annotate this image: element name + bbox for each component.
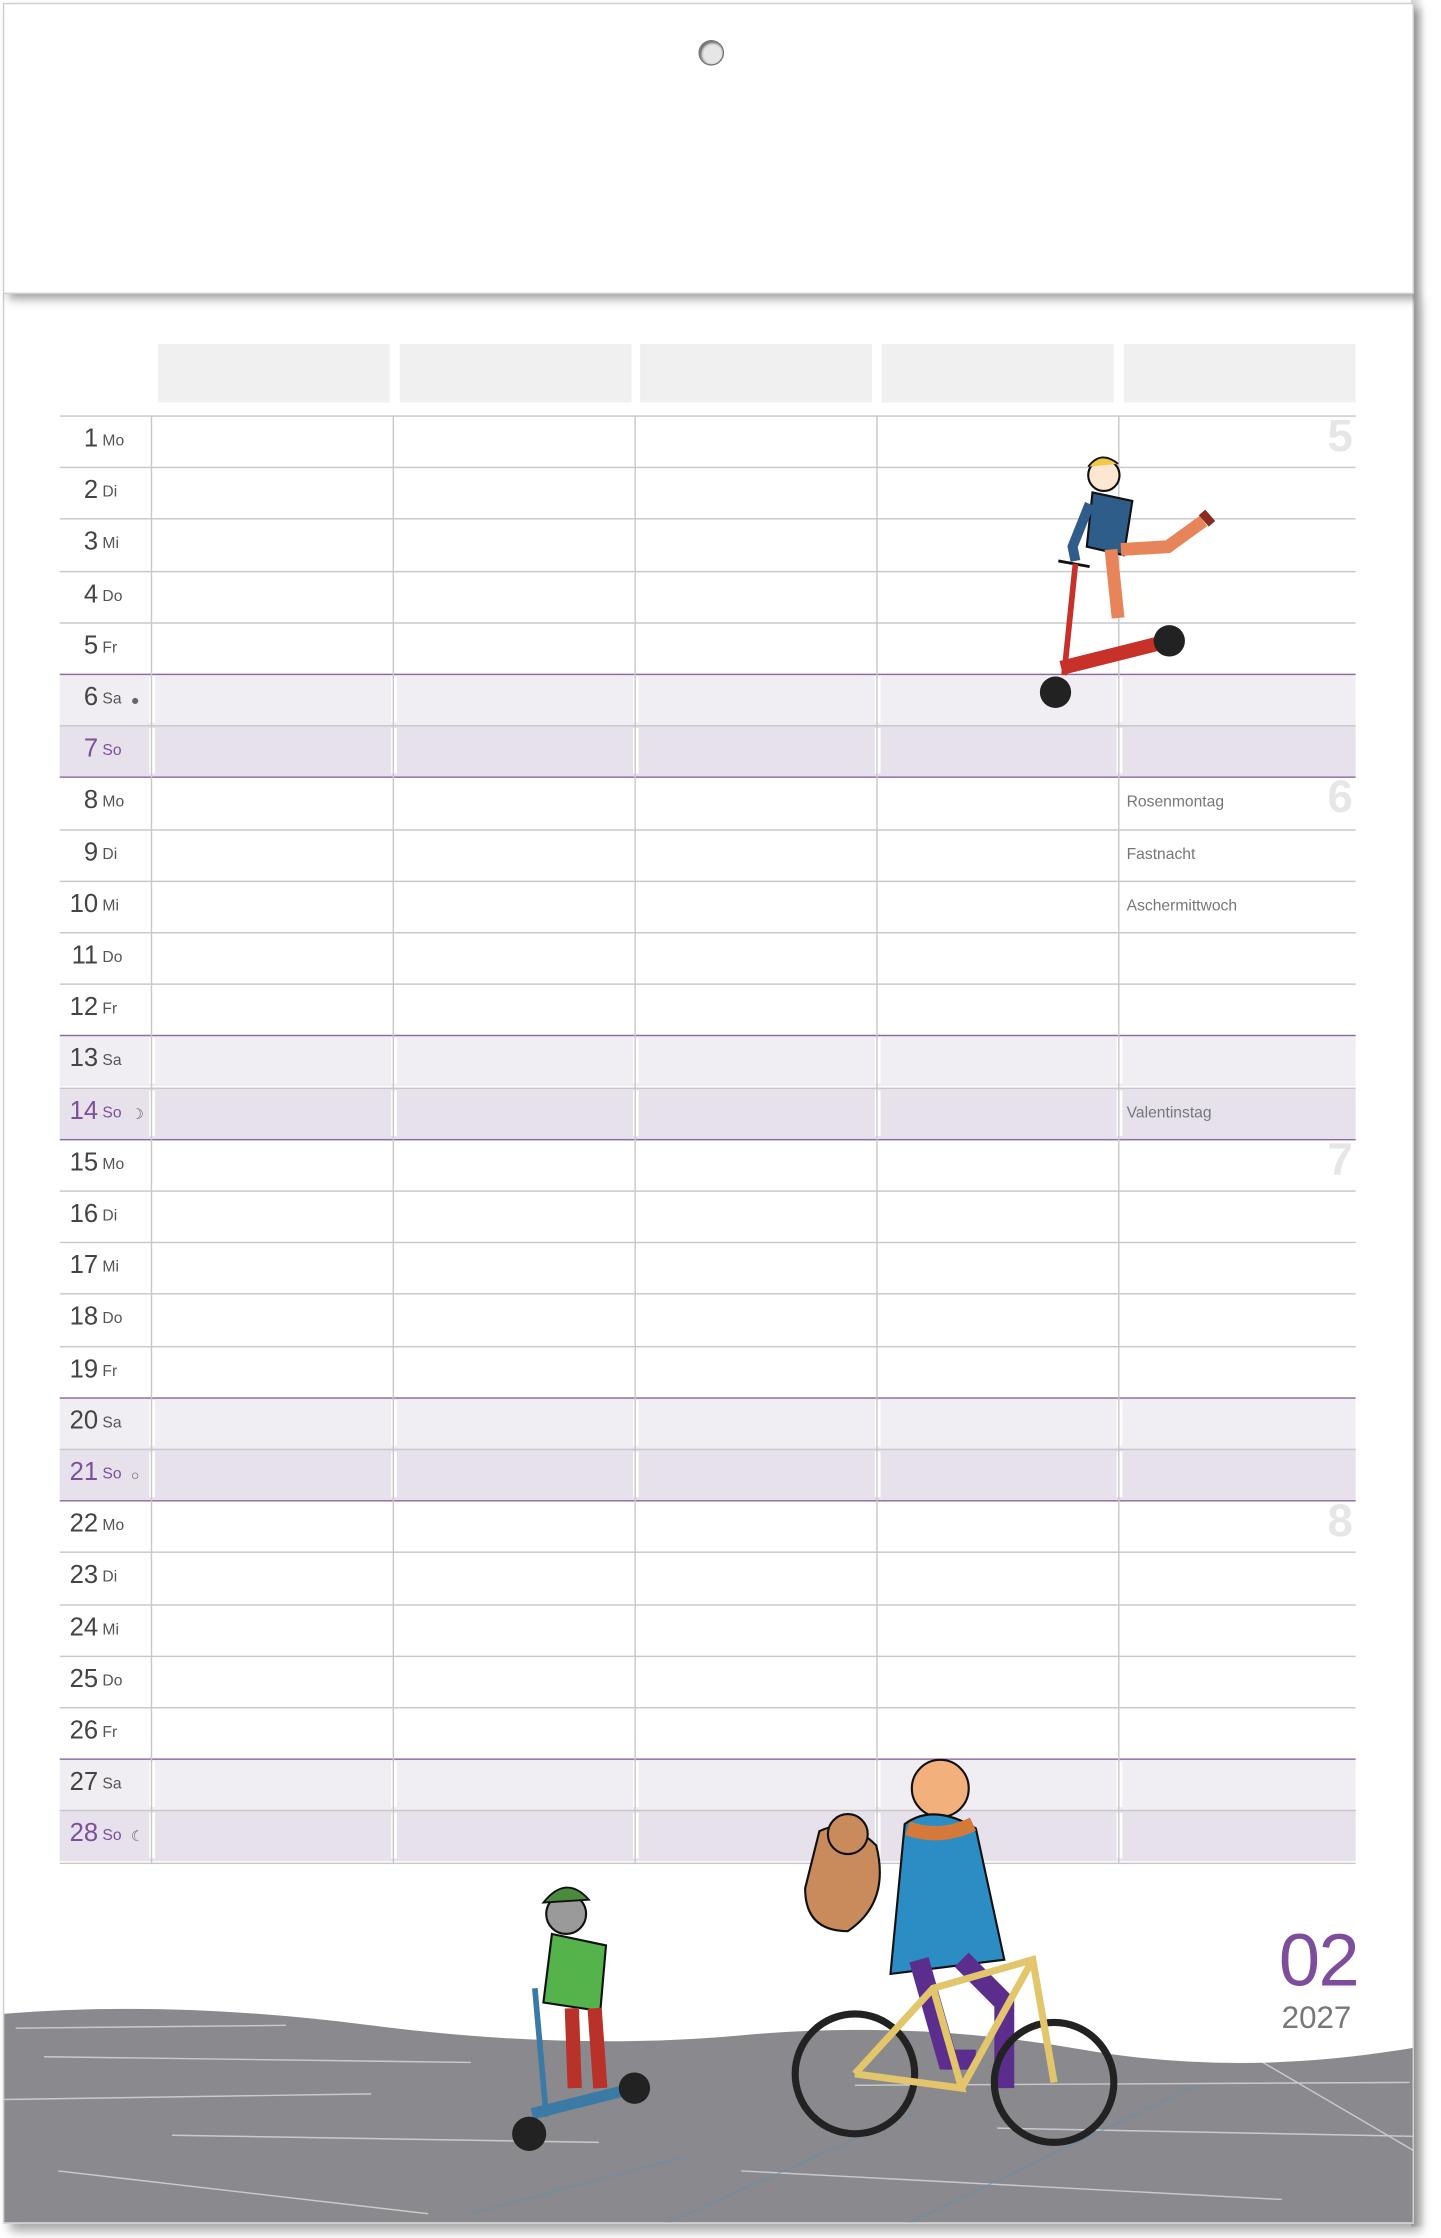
row-divider	[60, 1190, 1356, 1191]
day-row	[60, 1397, 1356, 1448]
row-divider	[60, 1087, 1356, 1088]
day-row	[60, 1242, 1356, 1293]
day-number: 21	[69, 1457, 99, 1486]
day-row	[60, 1552, 1356, 1603]
day-number: 1	[83, 423, 99, 453]
day-name: Do	[102, 587, 123, 605]
day-row	[60, 1035, 1356, 1086]
man-on-bicycle-with-dog-illustration	[791, 1746, 1132, 2174]
row-divider	[60, 1449, 1356, 1450]
week-number: 8	[1327, 1494, 1353, 1547]
day-row	[60, 880, 1356, 931]
day-name: Di	[102, 1569, 118, 1587]
day-number: 5	[83, 630, 99, 660]
holiday-note: Fastnacht	[1126, 845, 1196, 863]
day-name: Mo	[102, 432, 125, 450]
day-name: So	[102, 1465, 122, 1483]
day-name: Sa	[102, 1052, 122, 1070]
day-number: 27	[69, 1767, 99, 1796]
day-row	[60, 1707, 1356, 1758]
day-name: Mi	[102, 1259, 119, 1277]
column-header-2[interactable]	[400, 344, 632, 403]
day-row	[60, 1132, 1356, 1190]
day-name: Sa	[102, 1775, 122, 1793]
moon-phase-icon: ☾	[130, 1830, 144, 1847]
day-name: Mi	[102, 897, 119, 915]
day-number: 14	[69, 1095, 99, 1125]
calendar-sheet	[3, 291, 1414, 2224]
row-divider	[60, 725, 1356, 726]
row-divider	[60, 1294, 1356, 1295]
day-name: So	[102, 1104, 122, 1122]
column-header-1[interactable]	[158, 344, 390, 403]
day-name: Sa	[102, 1414, 122, 1432]
day-row	[60, 725, 1356, 776]
day-row	[60, 771, 1356, 828]
day-name: Fr	[102, 1000, 118, 1018]
day-name: Do	[102, 1310, 123, 1328]
calendar-top-flap	[3, 3, 1414, 294]
day-number: 22	[69, 1508, 99, 1538]
day-row	[60, 932, 1356, 983]
day-name: Di	[102, 484, 118, 502]
day-name: Mo	[102, 794, 125, 812]
column-divider	[876, 415, 877, 1862]
column-header-4[interactable]	[882, 344, 1114, 403]
day-name: Fr	[102, 1724, 118, 1742]
day-name: Sa	[102, 690, 122, 708]
row-divider	[60, 1397, 1356, 1398]
day-number: 25	[69, 1663, 99, 1693]
day-number: 13	[69, 1043, 99, 1073]
day-number: 24	[69, 1612, 99, 1641]
row-divider	[60, 1604, 1356, 1605]
row-divider	[60, 829, 1356, 830]
day-number: 18	[69, 1302, 99, 1331]
hanging-hole	[698, 40, 724, 66]
moon-phase-icon: ☽	[130, 1107, 144, 1123]
week-number: 6	[1327, 771, 1353, 823]
day-row	[60, 984, 1356, 1035]
day-row	[60, 1604, 1356, 1655]
day-row	[60, 1759, 1356, 1810]
day-number: 28	[69, 1818, 99, 1848]
row-divider	[60, 1242, 1356, 1243]
moon-phase-icon: ○	[130, 1468, 140, 1485]
day-row	[60, 1655, 1356, 1706]
day-number: 19	[69, 1353, 99, 1383]
day-number: 23	[69, 1560, 99, 1590]
row-divider	[60, 1552, 1356, 1553]
row-divider	[60, 415, 1356, 416]
day-number: 4	[83, 578, 99, 608]
week-number: 7	[1327, 1132, 1353, 1185]
day-name: Fr	[102, 1362, 118, 1380]
day-number: 16	[69, 1198, 99, 1228]
day-name: Fr	[102, 639, 118, 657]
month-number: 02	[1278, 1919, 1359, 2003]
grid-bottom-line	[60, 1862, 1356, 1863]
row-divider	[60, 1500, 1356, 1501]
day-number: 9	[83, 837, 99, 866]
day-row	[60, 1087, 1356, 1138]
day-number: 2	[83, 475, 99, 505]
row-divider	[60, 880, 1356, 881]
holiday-note: Aschermittwoch	[1126, 897, 1238, 915]
day-name: Di	[102, 1207, 118, 1225]
day-number: 10	[69, 888, 99, 918]
day-number: 3	[83, 527, 99, 556]
row-divider	[60, 932, 1356, 933]
day-name: So	[102, 742, 122, 760]
kid-on-red-scooter-illustration	[1033, 447, 1218, 718]
column-divider	[151, 415, 152, 1862]
day-row	[60, 1449, 1356, 1500]
day-number: 26	[69, 1715, 99, 1745]
row-divider	[60, 1139, 1356, 1140]
moon-phase-icon: ●	[130, 693, 140, 710]
kid-on-blue-scooter-illustration	[492, 1874, 663, 2159]
row-divider	[60, 1655, 1356, 1656]
column-divider	[393, 415, 394, 1862]
day-number: 7	[83, 733, 99, 763]
row-divider	[60, 1707, 1356, 1708]
day-row	[60, 1294, 1356, 1345]
holiday-note: Valentinstag	[1126, 1104, 1212, 1122]
day-name: Di	[102, 845, 118, 863]
row-divider	[60, 1759, 1356, 1760]
day-number: 17	[69, 1250, 99, 1280]
row-divider	[60, 1810, 1356, 1811]
day-row	[60, 1810, 1356, 1861]
row-divider	[60, 1035, 1356, 1036]
day-name: Mi	[102, 1620, 119, 1638]
day-name: Mo	[102, 1155, 125, 1173]
day-name: Do	[102, 1672, 123, 1690]
year-number: 2027	[1281, 1999, 1352, 2036]
day-number: 12	[69, 992, 99, 1021]
row-divider	[60, 1345, 1356, 1346]
day-number: 15	[69, 1147, 99, 1176]
day-row	[60, 1345, 1356, 1396]
day-number: 20	[69, 1405, 99, 1435]
day-number: 11	[71, 940, 99, 970]
day-name: Mi	[102, 535, 119, 553]
day-name: Mo	[102, 1517, 125, 1535]
row-divider	[60, 984, 1356, 985]
column-divider	[634, 415, 635, 1862]
row-divider	[60, 777, 1356, 778]
sheet-content	[3, 291, 1414, 2224]
column-header-3[interactable]	[640, 344, 872, 403]
day-name: So	[102, 1827, 122, 1845]
day-number: 6	[83, 682, 99, 711]
week-number: 5	[1327, 409, 1353, 462]
day-name: Do	[102, 949, 123, 967]
day-row	[60, 829, 1356, 880]
ground-scribble-illustration	[3, 2000, 1414, 2224]
column-header-5[interactable]	[1124, 344, 1356, 403]
day-row	[60, 1494, 1356, 1551]
holiday-note: Rosenmontag	[1126, 794, 1225, 812]
day-row	[60, 1190, 1356, 1241]
day-number: 8	[83, 785, 99, 815]
